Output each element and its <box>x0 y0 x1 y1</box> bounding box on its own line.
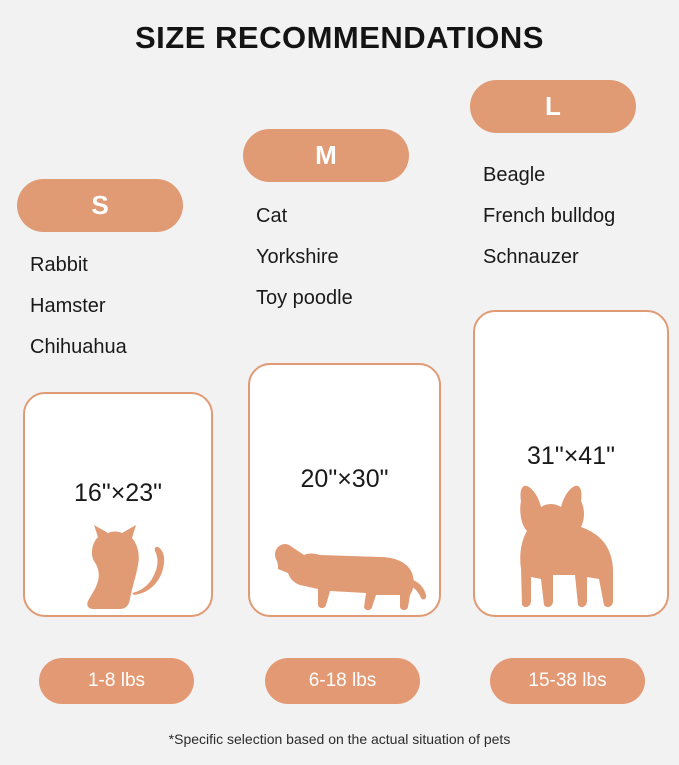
pet-list-l-item: Beagle <box>483 164 546 186</box>
weight-badge-s <box>39 658 194 704</box>
pet-list-s-item: Chihuahua <box>30 336 127 358</box>
crate-dimensions-s: 16"×23" <box>74 479 162 507</box>
size-badge-l-label: L <box>545 91 561 121</box>
size-badge-l <box>470 80 636 133</box>
dachshund-silhouette <box>250 533 439 613</box>
french-bulldog-silhouette <box>475 483 667 613</box>
pet-list-m-item: Yorkshire <box>256 246 339 268</box>
crate-dimensions-m: 20"×30" <box>300 465 389 493</box>
weight-badge-s-label: 1-8 lbs <box>87 670 146 691</box>
pet-list-l-item: French bulldog <box>483 205 616 227</box>
weight-badge-m <box>265 658 420 704</box>
pet-list-s-item: Hamster <box>30 295 106 317</box>
size-badge-m-label: M <box>315 140 337 170</box>
page-title: SIZE RECOMMENDATIONS <box>135 20 544 55</box>
pet-list-m-item: Toy poodle <box>256 287 353 309</box>
crate-box-l <box>473 310 669 617</box>
crate-box-m <box>248 363 441 617</box>
pet-list-l <box>483 155 615 278</box>
pet-list-m-item: Cat <box>256 205 288 227</box>
pet-list-m <box>256 196 353 319</box>
crate-dimensions-l: 31"×41" <box>527 442 615 470</box>
weight-badge-l <box>490 658 645 704</box>
size-badge-s-label: S <box>91 190 109 220</box>
size-badge-m <box>243 129 409 182</box>
footnote: *Specific selection based on the actual situation of pets <box>168 731 511 747</box>
pet-list-s-item: Rabbit <box>30 254 88 276</box>
size-badge-s <box>17 179 183 232</box>
cat-silhouette <box>25 523 211 613</box>
pet-list-s <box>30 245 127 368</box>
crate-box-s <box>23 392 213 617</box>
weight-badge-l-label: 15-38 lbs <box>528 670 607 691</box>
pet-list-l-item: Schnauzer <box>483 246 579 268</box>
weight-badge-m-label: 6-18 lbs <box>308 670 377 691</box>
